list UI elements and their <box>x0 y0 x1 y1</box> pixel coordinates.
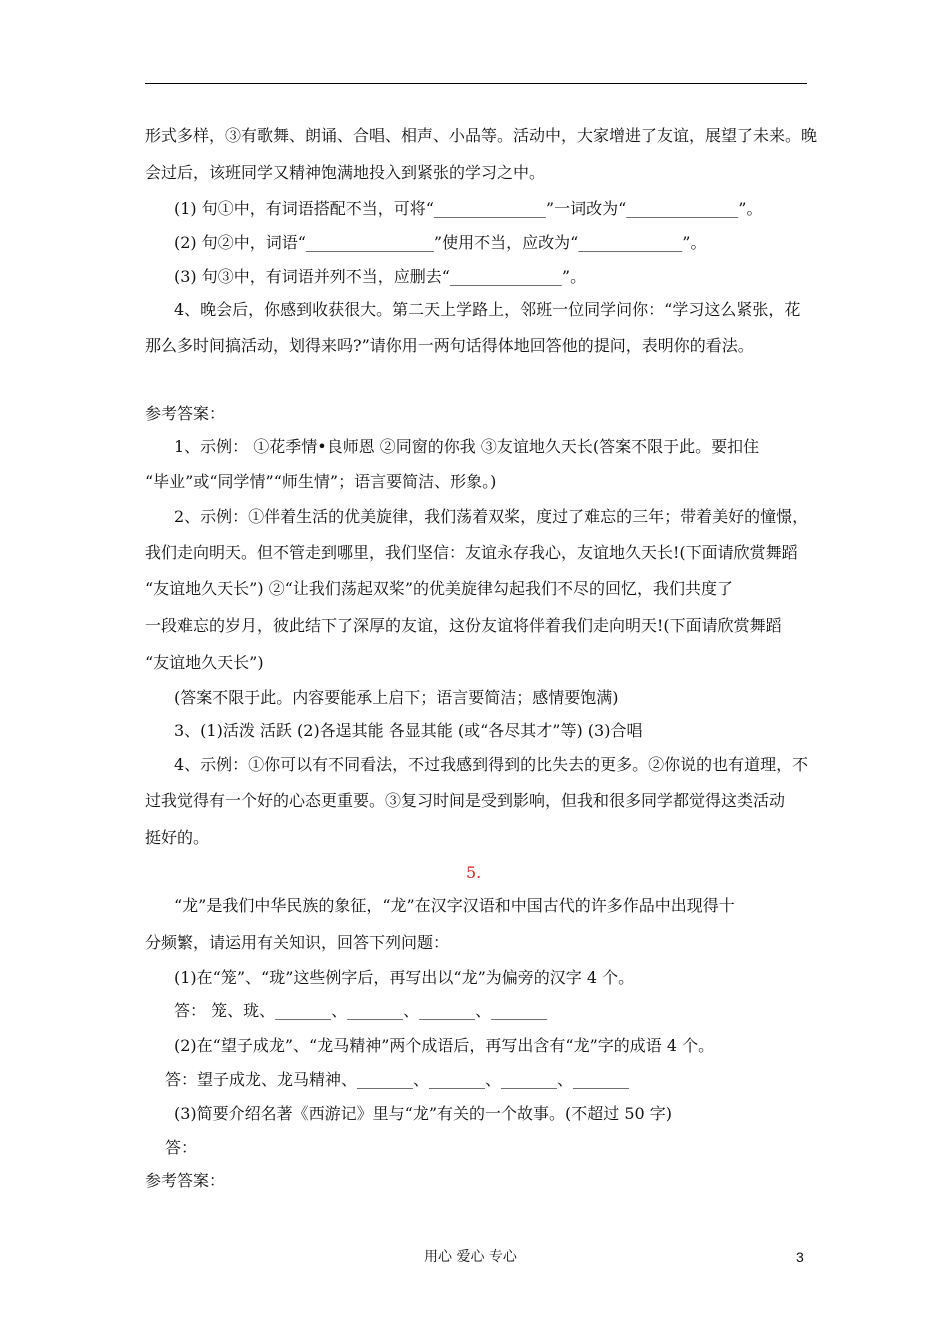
text-line: 会过后，该班同学又精神饱满地投入到紧张的学习之中。 <box>145 163 546 182</box>
text-line: 分频繁，请运用有关知识，回答下列问题： <box>145 933 450 952</box>
answer-line: “友谊地久天长”) ②“让我们荡起双桨”的优美旋律勾起我们不尽的回忆，我们共度了 <box>145 579 734 598</box>
question-line: (2) 句②中，词语“________________”使用不当，应改为“_____________”。 <box>174 233 707 252</box>
section-number: 5. <box>466 863 482 882</box>
answer-line: 1、示例： ①花季情•良师恩 ②同窗的你我 ③友谊地久天长(答案不限于此。要扣住 <box>174 437 760 456</box>
text-line: “龙”是我们中华民族的象征，“龙”在汉字汉语和中国古代的许多作品中出现得十 <box>174 896 735 915</box>
answer-line: 一段难忘的岁月，彼此结下了深厚的友谊，这份友谊将伴着我们走向明天!(下面请欣赏舞蹈 <box>145 616 782 635</box>
answer-line: (答案不限于此。内容要能承上启下；语言要简洁；感情要饱满) <box>174 688 619 707</box>
question-line: (1)在“笼”、“珑”这些例字后，再写出以“龙”为偏旁的汉字 4 个。 <box>174 968 635 987</box>
answer-line: 过我觉得有一个好的心态更重要。③复习时间是受到影响，但我和很多同学都觉得这类活动 <box>145 791 786 810</box>
text-line: 形式多样，③有歌舞、朗诵、合唱、相声、小品等。活动中，大家增进了友谊，展望了未来。晚 <box>145 126 818 145</box>
answer-line: 我们走向明天。但不管走到哪里，我们坚信：友谊永存我心，友谊地久天长!(下面请欣赏舞蹈 <box>145 543 798 562</box>
text-line: 那么多时间搞活动，划得来吗?”请你用一两句话得体地回答他的提问，表明你的看法。 <box>145 336 754 355</box>
answer-line: “毕业”或“同学情”“师生情”；语言要简洁、形象。) <box>145 472 497 491</box>
answer-line: 4、示例：①你可以有不同看法，不过我感到得到的比失去的更多。②你说的也有道理，不 <box>174 755 809 774</box>
page-number: 3 <box>796 1249 804 1265</box>
answer-line: 2、示例：①伴着生活的优美旋律，我们荡着双桨，度过了难忘的三年；带着美好的憧憬， <box>174 507 809 526</box>
header-rule <box>145 83 807 84</box>
question-line: (3) 句③中，有词语并列不当，应删去“______________”。 <box>174 267 587 286</box>
question-line: 4、晚会后，你感到收获很大。第二天上学路上，邻班一位同学问你：“学习这么紧张，花 <box>174 300 801 319</box>
answer-heading: 参考答案： <box>145 404 226 423</box>
answer-blank-line: 答：望子成龙、龙马精神、_______、_______、_______、_______ <box>165 1070 630 1089</box>
answer-line: 挺好的。 <box>145 828 210 847</box>
question-line: (1) 句①中，有词语搭配不当，可将“______________”一词改为“______________”。 <box>174 199 763 218</box>
answer-line: “友谊地久天长”) <box>145 653 264 672</box>
question-line: (3)简要介绍名著《西游记》里与“龙”有关的一个故事。(不超过 50 字) <box>174 1104 673 1123</box>
question-line: (2)在“望子成龙”、“龙马精神”两个成语后，再写出含有“龙”字的成语 4 个。 <box>174 1036 715 1055</box>
answer-heading: 参考答案： <box>145 1171 226 1190</box>
footer-text: 用心 爱心 专心 <box>424 1249 517 1265</box>
answer-blank-line: 答： 笼、珑、_______、_______、_______、_______ <box>174 1001 548 1020</box>
answer-blank-line: 答： <box>165 1138 198 1157</box>
answer-line: 3、(1)活泼 活跃 (2)各逞其能 各显其能 (或“各尽其才”等) (3)合唱 <box>174 721 643 740</box>
